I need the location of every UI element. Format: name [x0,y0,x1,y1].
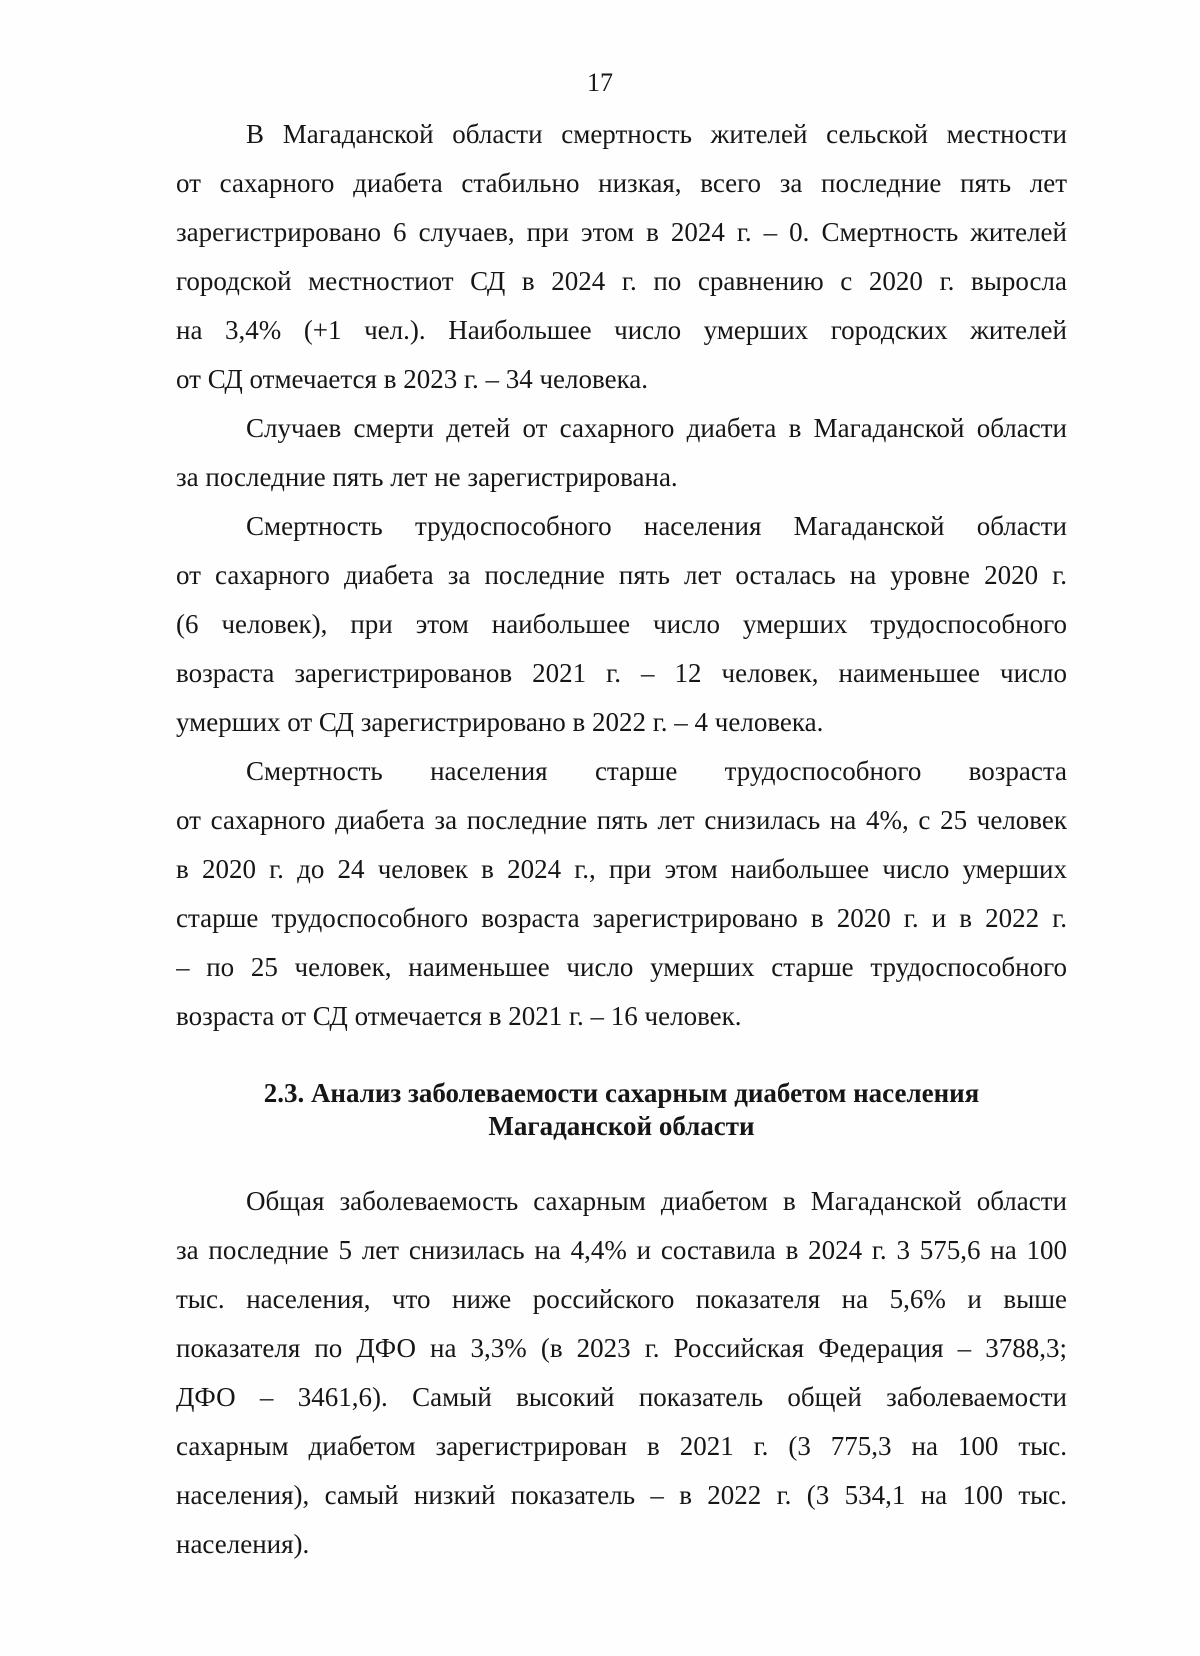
paragraph [176,110,1067,404]
text-line: от сахарного диабета стабильно низкая, всего за последние пять лет [176,168,1067,198]
paragraph [176,747,1067,1041]
text-line: ДФО – 3461,6). Самый высокий показатель общей заболеваемости [176,1382,1067,1412]
text-line: Общая заболеваемость сахарным диабетом в Магаданской области [246,1186,1067,1216]
page-number: 17 [587,68,613,97]
text-line: возраста зарегистрированов 2021 г. – 12 человек, наименьшее число [176,658,1067,688]
text-line: возраста от СД отмечается в 2021 г. – 16 человек. [176,1001,742,1031]
paragraph [176,1177,1067,1569]
text-line: зарегистрировано 6 случаев, при этом в 2024 г. – 0. Смертность жителей [176,217,1067,247]
text-line: сахарным диабетом зарегистрирован в 2021 г. (3 775,3 на 100 тыс. [176,1431,1067,1461]
text-line: за последние 5 лет снизилась на 4,4% и составила в 2024 г. 3 575,6 на 100 [176,1235,1067,1265]
text-line: – по 25 человек, наименьшее число умерших старше трудоспособного [176,952,1067,982]
paragraph [176,404,1067,502]
paragraph [176,502,1067,747]
text-line: в 2020 г. до 24 человек в 2024 г., при этом наибольшее число умерших [176,854,1067,884]
text-line: старше трудоспособного возраста зарегистрировано в 2020 г. и в 2022 г. [176,903,1067,933]
section-heading-line: 2.3. Анализ заболеваемости сахарным диабетом населения [263,1078,980,1108]
text-line: Смертность трудоспособного населения Магаданской области [246,511,1067,541]
text-line: на 3,4% (+1 чел.). Наибольшее число умерших городских жителей [176,315,1067,345]
body-text-top [176,110,1067,1041]
text-line: умерших от СД зарегистрировано в 2022 г. – 4 человека. [176,707,824,737]
section-heading-line: Магаданской области [488,1111,755,1141]
text-line: В Магаданской области смертность жителей сельской местности [246,119,1067,149]
text-line: населения), самый низкий показатель – в 2022 г. (3 534,1 на 100 тыс. [176,1480,1067,1510]
text-line: населения). [176,1529,310,1559]
section-heading [176,1077,1067,1143]
text-line: тыс. населения, что ниже российского показателя на 5,6% и выше [176,1284,1067,1314]
text-line: Случаев смерти детей от сахарного диабета в Магаданской области [246,413,1067,443]
body-text-bottom [176,1177,1067,1569]
text-line: от сахарного диабета за последние пять лет снизилась на 4%, с 25 человек [176,805,1067,835]
text-line: (6 человек), при этом наибольшее число умерших трудоспособного [176,609,1067,639]
text-line: за последние пять лет не зарегистрирована. [176,462,678,492]
text-line: городской местностиот СД в 2024 г. по сравнению с 2020 г. выросла [176,266,1067,296]
text-line: Смертность населения старше трудоспособного возраста [246,756,1067,786]
text-line: показателя по ДФО на 3,3% (в 2023 г. Российская Федерация – 3788,3; [176,1333,1067,1363]
text-line: от СД отмечается в 2023 г. – 34 человека. [176,364,649,394]
text-line: от сахарного диабета за последние пять лет осталась на уровне 2020 г. [176,560,1067,590]
